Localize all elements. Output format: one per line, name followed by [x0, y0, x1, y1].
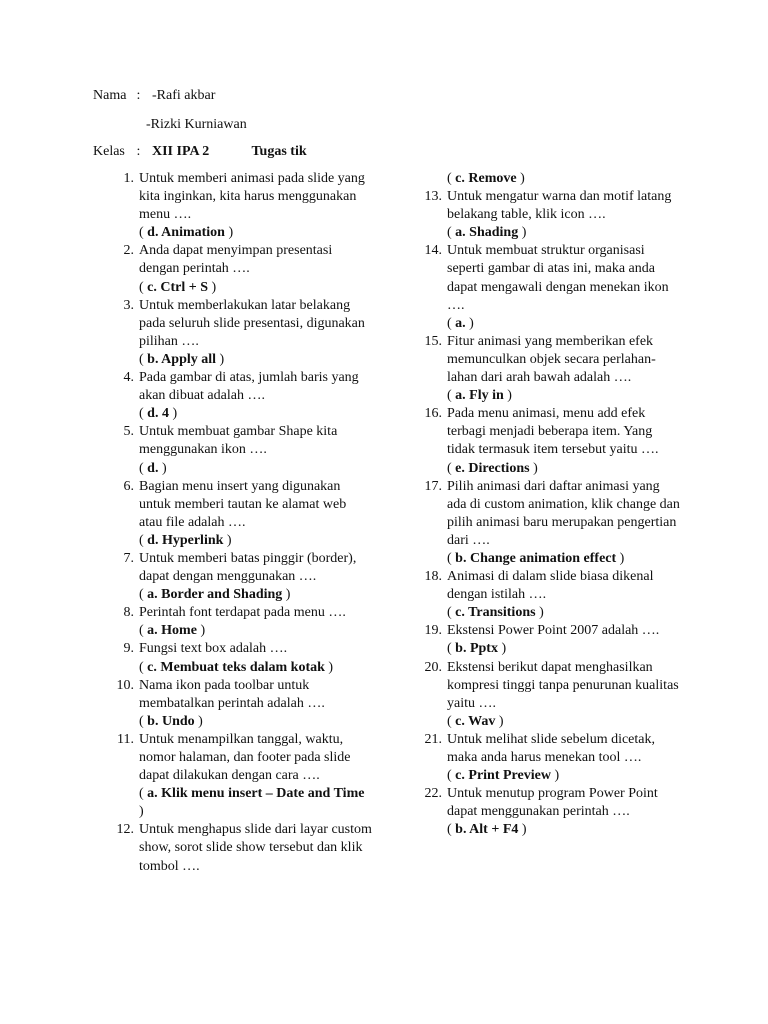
question-answer-text: a. Klik menu insert – Date and Time	[147, 786, 365, 802]
question-number: 7.	[123, 550, 134, 566]
question-text: Untuk menghapus slide dari layar custom show, sorot slide show tersebut dan klik tombol ….	[139, 822, 372, 874]
question-answer: ( c. Print Preview )	[447, 768, 560, 784]
question-text: Untuk membuat gambar Shape kita menggunakan ikon ….	[139, 424, 338, 458]
questions-column-right	[418, 170, 680, 839]
question-text: Untuk mengatur warna dan motif latang belakang table, klik icon ….	[447, 189, 672, 223]
question-text: Untuk memberi animasi pada slide yang kita inginkan, kita harus menggunakan menu ….	[139, 171, 365, 223]
question-answer-text: a. Fly in	[455, 388, 504, 404]
question-item	[110, 640, 372, 676]
question-text: Fitur animasi yang memberikan efek memunculkan objek secara perlahan-lahan dari arah bawah adalah ….	[447, 333, 656, 386]
question-item	[418, 568, 680, 622]
question-answer-text: c. Membuat teks dalam kotak	[147, 659, 325, 675]
question-item	[110, 550, 372, 604]
question-answer-text: a. Shading	[455, 225, 519, 241]
question-item	[110, 369, 372, 423]
question-number: 19.	[424, 623, 442, 639]
question-number: 22.	[424, 786, 442, 802]
question-answer-text: e. Directions	[455, 460, 530, 476]
question-answer-text: d. 4	[147, 406, 169, 422]
question-answer: ( a. )	[447, 315, 474, 331]
question-text: Pilih animasi dari daftar animasi yang ada di custom animation, klik change dan pilih animasi baru merupakan pengertian dari ….	[447, 478, 680, 548]
question-item	[110, 423, 372, 477]
question-answer-text: b. Alt + F4	[455, 822, 519, 838]
question-text: Ekstensi Power Point 2007 adalah ….	[447, 623, 660, 639]
question-item	[418, 659, 680, 731]
question-list-right	[418, 188, 680, 839]
question-answer: ( d. )	[139, 460, 167, 476]
question-text: Ekstensi berikut dapat menghasilkan kompresi tinggi tanpa penurunan kualitas yaitu ….	[447, 659, 679, 711]
question-item	[110, 677, 372, 731]
question-answer-text: a. Border and Shading	[147, 587, 283, 603]
nama-row	[93, 87, 215, 105]
question-number: 12.	[116, 822, 134, 838]
question-answer: ( c. Membuat teks dalam kotak )	[139, 659, 334, 675]
question-number: 5.	[123, 424, 134, 440]
question-number: 13.	[424, 189, 442, 205]
question-number: 3.	[123, 297, 134, 313]
question-answer: ( b. Pptx )	[447, 641, 507, 657]
question-number: 21.	[424, 731, 442, 747]
question-answer: ( a. Fly in )	[447, 388, 512, 404]
kelas-row	[93, 143, 307, 161]
question-item	[418, 478, 680, 568]
question-answer: ( a. Shading )	[447, 225, 527, 241]
continued-answer-text: c. Remove	[455, 171, 517, 186]
question-answer: ( d. 4 )	[139, 406, 178, 422]
nama-value-2: -Rizki Kurniawan	[146, 117, 247, 132]
question-answer-text: a. Home	[147, 623, 197, 639]
nama-colon: :	[136, 88, 141, 103]
question-item	[110, 604, 372, 640]
question-number: 2.	[123, 243, 134, 259]
question-answer: ( c. Ctrl + S )	[139, 279, 217, 295]
question-number: 16.	[424, 406, 442, 422]
question-answer: ( a. Border and Shading )	[139, 587, 291, 603]
question-item	[418, 785, 680, 839]
question-text: Untuk membuat struktur organisasi seperti gambar di atas ini, maka anda dapat mengawali dengan menekan ikon ….	[447, 243, 669, 313]
question-item	[418, 405, 680, 477]
question-answer-text: c. Wav	[455, 713, 496, 729]
question-text: Pada gambar di atas, jumlah baris yang akan dibuat adalah ….	[139, 370, 359, 404]
nama-value-1: -Rafi akbar	[152, 88, 216, 103]
question-item	[418, 622, 680, 658]
question-item	[110, 170, 372, 242]
question-answer-text: b. Apply all	[147, 351, 217, 367]
question-item	[110, 297, 372, 369]
question-number: 11.	[117, 731, 134, 747]
nama-row-2	[146, 116, 247, 134]
question-answer: ( b. Change animation effect )	[447, 550, 625, 566]
question-item	[110, 821, 372, 875]
kelas-colon: :	[136, 144, 141, 159]
question-text: Anda dapat menyimpan presentasi dengan perintah ….	[139, 243, 333, 277]
question-number: 1.	[123, 171, 134, 186]
question-answer-text: d. Hyperlink	[147, 532, 224, 548]
question-item	[110, 242, 372, 296]
question-item	[418, 333, 680, 405]
question-text: Fungsi text box adalah ….	[139, 641, 288, 657]
question-text: Untuk melihat slide sebelum dicetak, maka anda harus menekan tool ….	[447, 731, 656, 765]
question-answer-text: c. Transitions	[455, 605, 536, 621]
question-answer-text: b. Pptx	[455, 641, 498, 657]
question-answer: ( a. Home )	[139, 623, 206, 639]
nama-label: Nama	[93, 88, 127, 103]
continued-answer: ( c. Remove )	[447, 171, 525, 186]
question-answer: ( d. Hyperlink )	[139, 532, 232, 548]
question-number: 9.	[123, 641, 134, 657]
question-answer: ( a. Klik menu insert – Date and Time )	[139, 786, 365, 820]
question-answer: ( e. Directions )	[447, 460, 538, 476]
question-answer-text: a.	[455, 315, 466, 331]
question-number: 8.	[123, 605, 134, 621]
question-item	[418, 731, 680, 785]
question-number: 17.	[424, 478, 442, 494]
question-number: 14.	[424, 243, 442, 259]
question-text: Pada menu animasi, menu add efek terbagi menjadi beberapa item. Yang tidak termasuk item tersebut yaitu ….	[447, 406, 659, 458]
question-text: Untuk memberi batas pinggir (border), dapat dengan menggunakan ….	[139, 550, 357, 585]
question-answer: ( c. Transitions )	[447, 605, 544, 621]
question-text: Animasi di dalam slide biasa dikenal dengan istilah ….	[447, 569, 654, 603]
subject-title: Tugas tik	[251, 144, 307, 159]
question-text: Perintah font terdapat pada menu ….	[139, 605, 346, 621]
question-answer: ( c. Wav )	[447, 713, 504, 729]
question-text: Bagian menu insert yang digunakan untuk memberi tautan ke alamat web atau file adalah ….	[139, 478, 347, 530]
question-number: 4.	[123, 370, 134, 386]
question-item	[418, 242, 680, 332]
question-text: Untuk memberlakukan latar belakang pada seluruh slide presentasi, digunakan pilihan ….	[139, 297, 365, 349]
question-item	[110, 478, 372, 550]
question-answer-text: b. Undo	[147, 713, 195, 729]
question-item	[418, 188, 680, 242]
question-answer: ( d. Animation )	[139, 225, 234, 241]
question-answer-text: d.	[147, 460, 159, 476]
question-answer-text: d. Animation	[147, 225, 225, 241]
question-answer-text: c. Ctrl + S	[147, 279, 209, 295]
question-list-left	[110, 170, 372, 876]
kelas-label: Kelas	[93, 144, 125, 159]
question-text: Untuk menampilkan tanggal, waktu, nomor halaman, dan footer pada slide dapat dilakukan dengan cara ….	[139, 731, 351, 784]
question-number: 20.	[424, 659, 442, 675]
question-answer-text: c. Print Preview	[455, 768, 551, 784]
question-number: 18.	[424, 569, 442, 585]
questions-column-left	[110, 170, 372, 876]
question-text: Untuk menutup program Power Point dapat menggunakan perintah ….	[447, 786, 658, 820]
question-number: 10.	[116, 677, 134, 693]
question-number: 6.	[123, 478, 134, 494]
question-number: 15.	[424, 333, 442, 349]
question-item	[110, 731, 372, 821]
question-answer-text: b. Change animation effect	[455, 550, 617, 566]
kelas-value: XII IPA 2	[152, 144, 210, 159]
question-answer: ( b. Undo )	[139, 713, 203, 729]
question-answer: ( b. Alt + F4 )	[447, 822, 527, 838]
question-text: Nama ikon pada toolbar untuk membatalkan perintah adalah ….	[139, 677, 325, 711]
question-answer: ( b. Apply all )	[139, 351, 225, 367]
